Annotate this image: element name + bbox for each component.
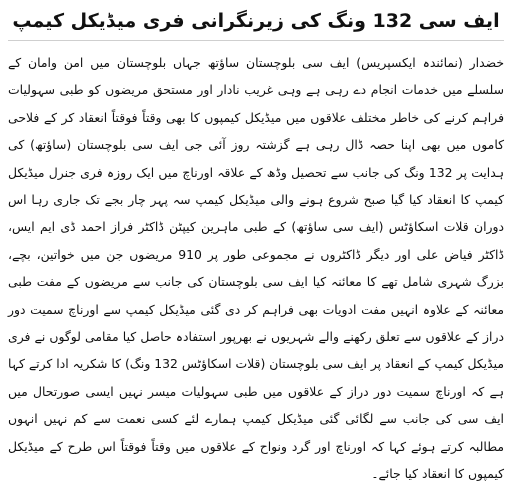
headline-divider [8,40,504,41]
article-body: خضدار (نمائندہ ایکسپریس) ایف سی بلوچستان ساؤتھ جہاں بلوچستان میں امن وامان کے سلسلے میں خدمات انجام دے رہی ہے وہی غریب نادار اور مستحق مریضوں کو طبی سہولیات فراہم کرنے کی خاطر مختلف علاقوں میں میڈیکل کیمپوں کا بھی وقتاً فوقتاً انعقاد کر کے فلاحی کاموں میں بھی اپنا حصہ ڈال رہی ہے گزشتہ روز آئی جی ایف سی بلوچستان (ساؤتھ) کی ہدایت پر 132 ونگ کی جانب سے تحصیل وڈھ کے علاقہ اورناچ میں ایک روزہ فری جنرل میڈیکل کیمپ کا انعقاد کیا گیا صبح شروع ہونے والی میڈیکل کیمپ سہ پہر چار بجے تک جاری رہا اس دوران قلات اسکاؤٹس (ایف سی ساؤتھ) کے طبی ماہرین کیپٹن ڈاکٹر فراز احمد ڈی ایم ایس، ڈاکٹر فیاض علی اور دیگر ڈاکٹروں نے مجموعی طور پر 910 مریضوں جن میں خواتین، بچے، بزرگ شہری شامل تھے کا معائنہ کیا ایف سی بلوچستان کی جانب سے مریضوں کے مفت طبی معائنہ کے علاوہ انہیں مفت ادویات بھی فراہم کر دی گئی میڈیکل کیمپ سے اورناچ سمیت دور دراز کے علاقوں سے تعلق رکھنے والے شہریوں نے بھرپور استفادہ حاصل کیا مقامی لوگوں نے فری میڈیکل کیمپ کے انعقاد پر ایف سی بلوچستان (قلات اسکاؤٹس 132 ونگ) کا شکریہ ادا کرتے کہا ہے کہ اورناچ سمیت دور دراز کے علاقوں میں طبی سہولیات میسر نہیں ایسی صورتحال میں ایف سی کی جانب سے لگائی گئی میڈیکل کیمپ ہمارے لئے کسی نعمت سے کم نہیں انہوں مطالبہ کرتے ہوئے کہا کہ اورناچ اور گرد ونواح کے علاقوں میں وقتاً فوقتاً اس طرح کے میڈیکل کیمپوں کا انعقاد کیا جائے۔ [8,55,505,482]
news-article [8,4,504,490]
article-headline: ایف سی 132 ونگ کی زیرنگرانی فری میڈیکل کیمپ [12,10,500,32]
